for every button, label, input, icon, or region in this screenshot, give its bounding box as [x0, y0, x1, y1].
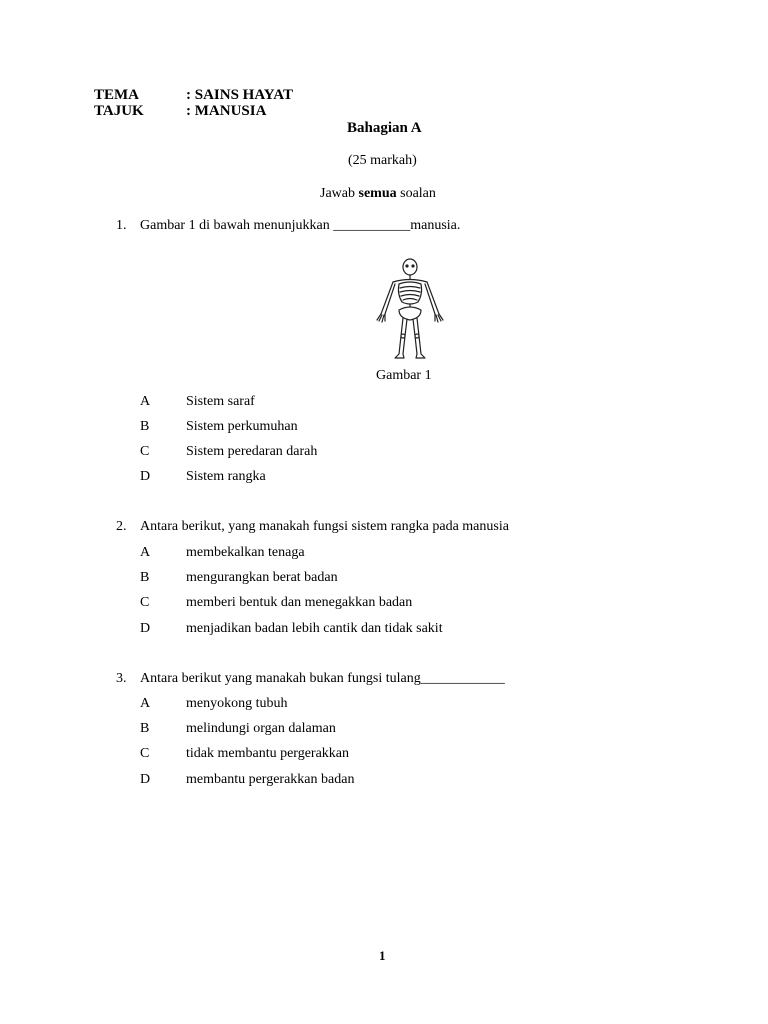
tajuk-label: TAJUK — [94, 103, 144, 119]
tajuk-value: : MANUSIA — [186, 103, 267, 119]
option-letter: D — [140, 772, 151, 787]
option-text: memberi bentuk dan menegakkan badan — [186, 595, 413, 610]
question-3-text: Antara berikut yang manakah bukan fungsi tulang____________ — [140, 671, 505, 686]
option-letter: B — [140, 570, 150, 585]
question-1-number: 1. — [116, 218, 127, 233]
option-letter: A — [140, 394, 151, 409]
option-text: Sistem saraf — [186, 394, 255, 409]
option-letter: D — [140, 621, 151, 636]
instruction-bold: semua — [358, 186, 397, 201]
section-title: Bahagian A — [347, 120, 422, 136]
section-instruction — [320, 186, 436, 202]
option-letter: C — [140, 595, 150, 610]
question-3-number: 3. — [116, 671, 127, 686]
instruction-pre: Jawab — [320, 186, 359, 201]
option-text: menjadikan badan lebih cantik dan tidak sakit — [186, 621, 443, 636]
tema-label: TEMA — [94, 87, 139, 103]
option-text: menyokong tubuh — [186, 696, 288, 711]
section-marks: (25 markah) — [348, 153, 417, 168]
option-letter: B — [140, 419, 150, 434]
option-text: melindungi organ dalaman — [186, 721, 336, 736]
option-text: membekalkan tenaga — [186, 545, 305, 560]
question-1-text: Gambar 1 di bawah menunjukkan ___________manusia. — [140, 218, 461, 233]
instruction-post: soalan — [396, 186, 436, 201]
option-letter: A — [140, 545, 151, 560]
option-letter: D — [140, 469, 151, 484]
option-letter: C — [140, 444, 150, 459]
option-letter: A — [140, 696, 151, 711]
option-letter: C — [140, 746, 150, 761]
page-number: 1 — [379, 948, 386, 963]
tema-value: : SAINS HAYAT — [186, 87, 293, 103]
skull-shape — [403, 259, 417, 275]
option-letter: B — [140, 721, 150, 736]
question-2-number: 2. — [116, 519, 127, 534]
option-text: Sistem perkumuhan — [186, 419, 298, 434]
option-text: Sistem peredaran darah — [186, 444, 318, 459]
option-text: membantu pergerakkan badan — [186, 772, 355, 787]
skeleton-figure — [365, 258, 455, 360]
option-text: tidak membantu pergerakkan — [186, 746, 350, 761]
option-text: mengurangkan berat badan — [186, 570, 338, 585]
figure-caption: Gambar 1 — [376, 368, 432, 383]
question-2-text: Antara berikut, yang manakah fungsi sistem rangka pada manusia — [140, 519, 509, 534]
option-text: Sistem rangka — [186, 469, 266, 484]
